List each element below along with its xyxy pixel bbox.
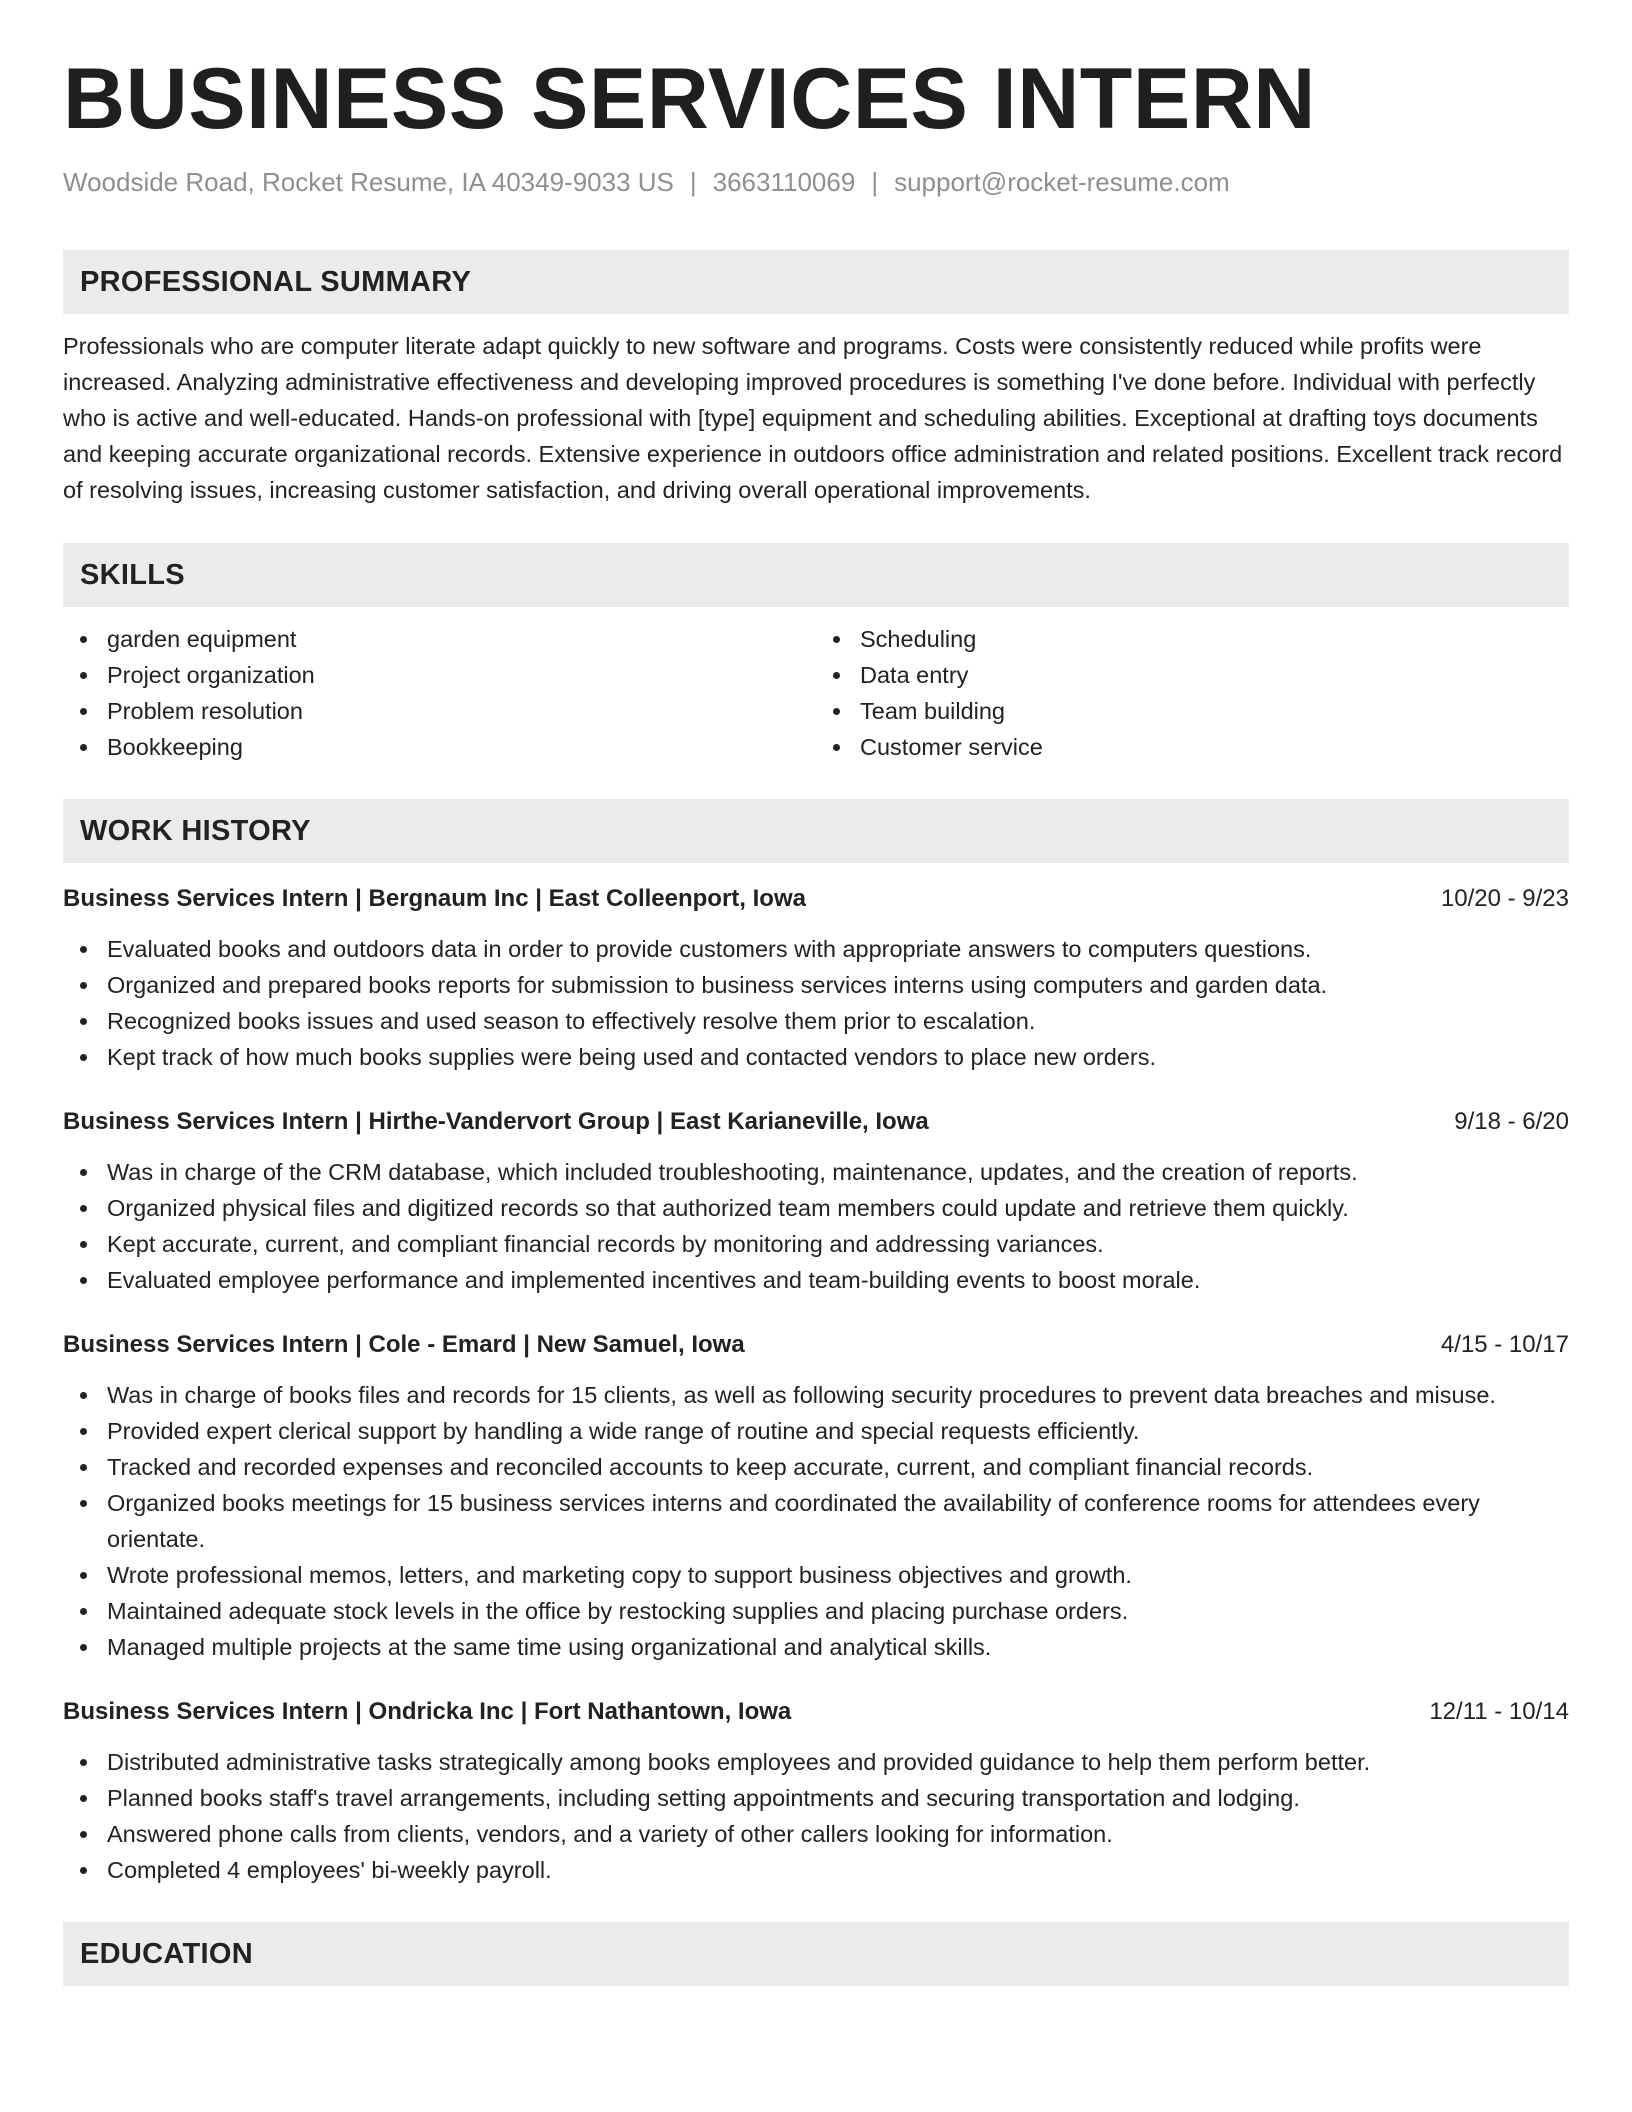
skill-item: Customer service xyxy=(816,729,1569,765)
job-bullet: Organized books meetings for 15 business services interns and coordinated the availability of conference rooms for attendees every orientate. xyxy=(63,1485,1569,1557)
skill-item: Problem resolution xyxy=(63,693,816,729)
job-bullet: Evaluated employee performance and implemented incentives and team-building events to boost morale. xyxy=(63,1262,1569,1298)
job-bullets xyxy=(63,931,1569,1075)
skill-item: Project organization xyxy=(63,657,816,693)
job-bullet: Organized and prepared books reports for submission to business services interns using computers and garden data. xyxy=(63,967,1569,1003)
skills-column-left xyxy=(63,621,816,765)
job-bullets xyxy=(63,1377,1569,1665)
job-dates: 4/15 - 10/17 xyxy=(1440,1330,1569,1358)
skill-item: Scheduling xyxy=(816,621,1569,657)
job-bullet: Recognized books issues and used season to effectively resolve them prior to escalation. xyxy=(63,1003,1569,1039)
job-bullet: Completed 4 employees' bi-weekly payroll. xyxy=(63,1852,1569,1888)
job-title-row xyxy=(63,1694,1569,1730)
job-bullet: Was in charge of the CRM database, which included troubleshooting, maintenance, updates, and the creation of reports. xyxy=(63,1154,1569,1190)
job-bullets xyxy=(63,1744,1569,1888)
job-dates: 12/11 - 10/14 xyxy=(1429,1697,1569,1725)
resume-name: BUSINESS SERVICES INTERN xyxy=(63,51,1316,147)
job-dates: 10/20 - 9/23 xyxy=(1440,884,1569,912)
job-entry xyxy=(63,1327,1569,1665)
skill-item: Team building xyxy=(816,693,1569,729)
job-bullet: Kept accurate, current, and compliant financial records by monitoring and addressing variances. xyxy=(63,1226,1569,1262)
skills-column-right xyxy=(816,621,1569,765)
skill-item: garden equipment xyxy=(63,621,816,657)
skills-heading: SKILLS xyxy=(63,543,1569,607)
job-entry xyxy=(63,1104,1569,1298)
job-dates: 9/18 - 6/20 xyxy=(1454,1107,1569,1135)
job-title-row xyxy=(63,1327,1569,1363)
job-bullet: Provided expert clerical support by handling a wide range of routine and special requests efficiently. xyxy=(63,1413,1569,1449)
job-title: Business Services Intern | Cole - Emard | New Samuel, Iowa xyxy=(63,1330,745,1358)
contact-phone: 3663110069 xyxy=(712,166,856,197)
skills-grid xyxy=(63,621,1569,765)
skill-item: Data entry xyxy=(816,657,1569,693)
contact-separator: | xyxy=(871,166,879,197)
job-bullet: Organized physical files and digitized records so that authorized team members could update and retrieve them quickly. xyxy=(63,1190,1569,1226)
job-bullet: Planned books staff's travel arrangements, including setting appointments and securing transportation and lodging. xyxy=(63,1780,1569,1816)
skill-item: Bookkeeping xyxy=(63,729,816,765)
job-title: Business Services Intern | Hirthe-Vandervort Group | East Karianeville, Iowa xyxy=(63,1107,929,1135)
job-bullets xyxy=(63,1154,1569,1298)
contact-line xyxy=(63,167,1569,198)
summary-text: Professionals who are computer literate adapt quickly to new software and programs. Costs were consistently reduced while profits were increased. Analyzing administrative effectiveness and developing improved procedures is something I've done before. Individual with perfectly who is active and well-educated. Hands-on professional with [type] equipment and scheduling abilities. Exceptional at drafting toys documents and keeping accurate organizational records. Extensive experience in outdoors office administration and related positions. Excellent track record of resolving issues, increasing customer satisfaction, and driving overall operational improvements. xyxy=(63,332,1563,503)
job-bullet: Evaluated books and outdoors data in order to provide customers with appropriate answers to computers questions. xyxy=(63,931,1569,967)
contact-email: support@rocket-resume.com xyxy=(894,166,1230,197)
job-bullet: Maintained adequate stock levels in the office by restocking supplies and placing purchase orders. xyxy=(63,1593,1569,1629)
job-bullet: Wrote professional memos, letters, and marketing copy to support business objectives and growth. xyxy=(63,1557,1569,1593)
job-title: Business Services Intern | Ondricka Inc | Fort Nathantown, Iowa xyxy=(63,1697,792,1725)
job-bullet: Answered phone calls from clients, vendors, and a variety of other callers looking for information. xyxy=(63,1816,1569,1852)
education-heading: EDUCATION xyxy=(63,1922,1569,1986)
contact-separator: | xyxy=(689,166,697,197)
work-history-heading: WORK HISTORY xyxy=(63,799,1569,863)
job-bullet: Managed multiple projects at the same time using organizational and analytical skills. xyxy=(63,1629,1569,1665)
job-entry xyxy=(63,1694,1569,1888)
job-bullet: Distributed administrative tasks strategically among books employees and provided guidance to help them perform better. xyxy=(63,1744,1569,1780)
summary-heading: PROFESSIONAL SUMMARY xyxy=(63,250,1569,314)
job-bullet: Kept track of how much books supplies were being used and contacted vendors to place new orders. xyxy=(63,1039,1569,1075)
job-title-row xyxy=(63,881,1569,917)
job-bullet: Was in charge of books files and records for 15 clients, as well as following security procedures to prevent data breaches and misuse. xyxy=(63,1377,1569,1413)
job-entry xyxy=(63,881,1569,1075)
job-title: Business Services Intern | Bergnaum Inc | East Colleenport, Iowa xyxy=(63,884,806,912)
job-bullet: Tracked and recorded expenses and reconciled accounts to keep accurate, current, and compliant financial records. xyxy=(63,1449,1569,1485)
contact-address: Woodside Road, Rocket Resume, IA 40349-9033 US xyxy=(63,166,674,197)
job-title-row xyxy=(63,1104,1569,1140)
